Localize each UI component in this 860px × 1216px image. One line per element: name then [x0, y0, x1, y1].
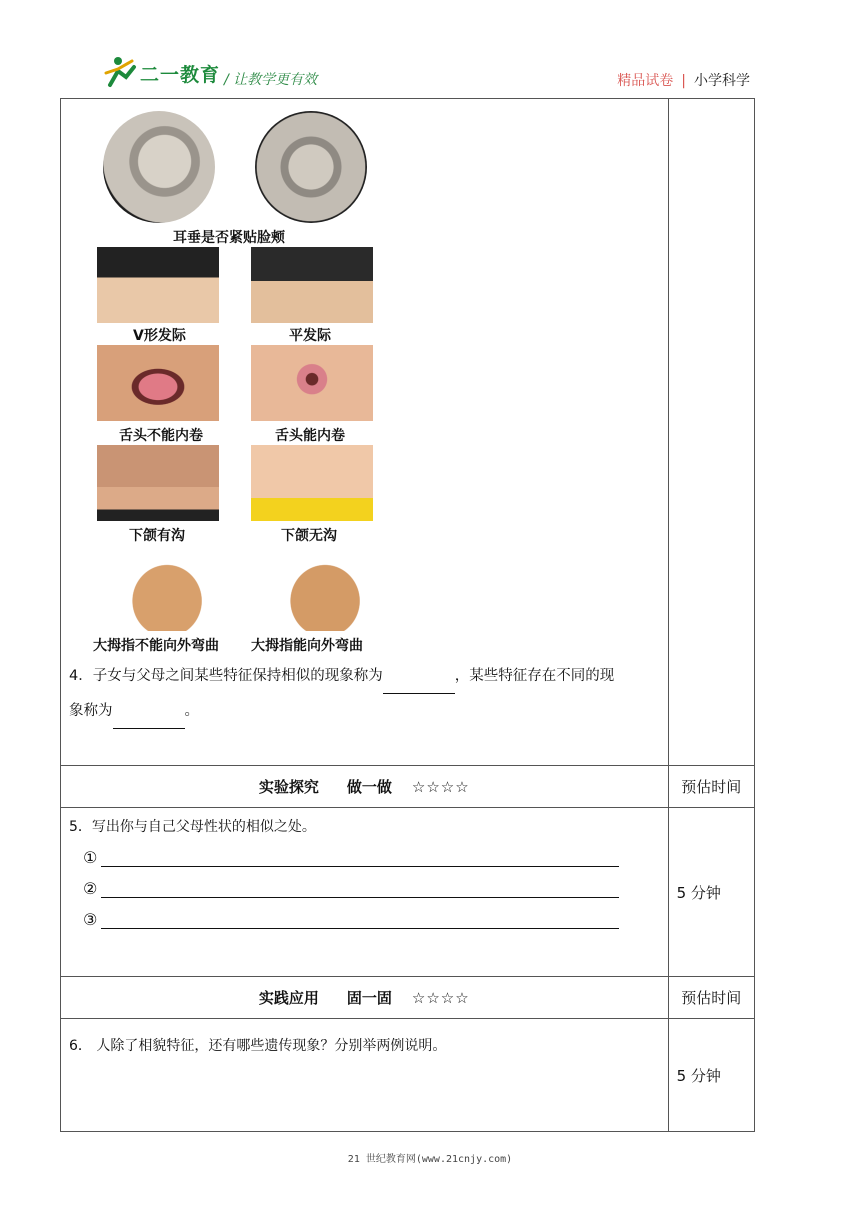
section-title-practice: [61, 977, 669, 1019]
question-5-cell: [61, 808, 669, 977]
answer-num-3: ③: [83, 910, 98, 929]
logo-text: 二一教育: [140, 64, 221, 86]
caption-row2-right: 舌头能内卷: [275, 428, 345, 444]
page-footer: 21 世纪教育网(www.21cnjy.com): [347, 1154, 513, 1165]
section1-title: 实验探究: [258, 778, 319, 796]
section2-time-label: 预估时间: [668, 977, 754, 1019]
answer-input-1[interactable]: [101, 852, 619, 867]
answer-line-3[interactable]: [83, 910, 668, 929]
q4-text-2: ，某些特征存在不同的现: [454, 668, 615, 684]
page-header: [0, 0, 860, 100]
caption-row4-left: 大拇指不能向外弯曲: [93, 638, 219, 654]
answer-num-2: ②: [83, 879, 98, 898]
observation-cell: [61, 99, 669, 766]
tongue-no-roll-image: [97, 345, 219, 421]
q4-blank-1[interactable]: [383, 659, 455, 694]
section2-title: 实践应用: [258, 989, 319, 1007]
header-label-subject: 小学科学: [694, 73, 750, 89]
chin-cleft-image: [97, 445, 219, 521]
worksheet-table: [60, 98, 755, 1132]
q4-text-4: 。: [184, 703, 199, 719]
header-separator: |: [681, 73, 686, 89]
answer-input-3[interactable]: [101, 914, 619, 929]
caption-row3-right: 下颌无沟: [281, 528, 337, 544]
section1-subtitle: 做一做: [346, 778, 392, 796]
q5-time: 5 分钟: [668, 808, 754, 977]
caption-row1-left: V形发际: [133, 328, 186, 344]
trait-images: [61, 99, 668, 659]
caption-row2-left: 舌头不能内卷: [119, 428, 203, 444]
ear-image-free: [255, 111, 367, 223]
section2-stars: ☆☆☆☆: [411, 989, 470, 1007]
question-6: 6． 人除了相貌特征，还有哪些遗传现象？分别举两例说明。: [69, 1038, 447, 1054]
section1-time-label: 预估时间: [668, 766, 754, 808]
ear-image-attached: [103, 111, 215, 223]
q4-text-3: 象称为: [69, 703, 113, 719]
question-4: [61, 659, 668, 729]
slogan: / 让教学更有效: [224, 72, 318, 88]
caption-row3-left: 下颌有沟: [129, 528, 185, 544]
section2-subtitle: 固一固: [346, 989, 392, 1007]
side-empty-cell: [668, 99, 754, 766]
question-6-cell: [61, 1019, 669, 1132]
caption-row4-right: 大拇指能向外弯曲: [251, 638, 363, 654]
thumb-bent-image: [281, 545, 379, 631]
answer-line-1[interactable]: [83, 848, 668, 867]
ear-caption: 耳垂是否紧贴脸颊: [173, 230, 285, 246]
q4-blank-2[interactable]: [113, 694, 185, 729]
header-label-premium: 精品试卷: [617, 73, 674, 89]
hairline-flat-image: [251, 247, 373, 323]
q4-text-1: 4．子女与父母之间某些特征保持相似的现象称为: [69, 668, 383, 684]
caption-row1-right: 平发际: [289, 328, 331, 344]
tongue-roll-image: [251, 345, 373, 421]
answer-num-1: ①: [83, 848, 98, 867]
section1-stars: ☆☆☆☆: [411, 778, 470, 796]
hairline-v-image: [97, 247, 219, 323]
header-subject: [617, 70, 750, 90]
question-5: 5．写出你与自己父母性状的相似之处。: [69, 819, 316, 835]
section-title-experiment: [61, 766, 669, 808]
answer-input-2[interactable]: [101, 883, 619, 898]
chin-no-cleft-image: [251, 445, 373, 521]
answer-line-2[interactable]: [83, 879, 668, 898]
q6-time: 5 分钟: [668, 1019, 754, 1132]
thumb-straight-image: [123, 545, 221, 631]
